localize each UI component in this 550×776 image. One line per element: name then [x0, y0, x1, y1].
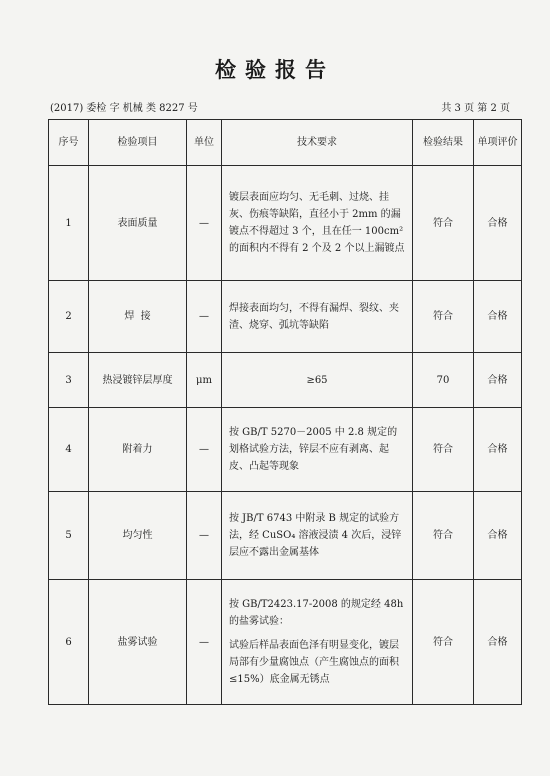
unit: — [187, 580, 222, 705]
page-count: 共 3 页 第 2 页 [441, 103, 510, 114]
inspection-result: 符合 [413, 580, 474, 705]
requirement-text: 镀层表面应均匀、无毛刺、过烧、挂灰、伤痕等缺陷，直径小于 2mm 的漏镀点不得超过 3 个，且在任一 100cm² 的面积内不得有 2 个及 2 个以上漏镀点 [229, 192, 405, 254]
unit: — [187, 492, 222, 580]
column-header: 技术要求 [222, 120, 413, 166]
column-header: 检验项目 [89, 120, 187, 166]
row-number: 1 [49, 166, 89, 281]
inspection-item: 表面质量 [89, 166, 187, 281]
unit: — [187, 408, 222, 492]
column-header: 单项评价 [474, 120, 522, 166]
row-number: 5 [49, 492, 89, 580]
row-number: 6 [49, 580, 89, 705]
unit: μm [187, 353, 222, 408]
row-number: 3 [49, 353, 89, 408]
inspection-result: 符合 [413, 492, 474, 580]
table-row [49, 166, 522, 281]
requirement-text: 按 JB/T 6743 中附录 B 规定的试验方法，经 CuSO₄ 溶液浸渍 4 次后，浸锌层应不露出金属基体 [229, 513, 402, 558]
table-row [49, 281, 522, 353]
table-row [49, 580, 522, 705]
column-header: 单位 [187, 120, 222, 166]
inspection-result: 符合 [413, 166, 474, 281]
technical-requirement [222, 166, 413, 281]
requirement-text: 试验后样品表面色泽有明显变化，镀层局部有少量腐蚀点（产生腐蚀点的面积≤15%）底金属无锈点 [229, 640, 399, 685]
unit: — [187, 166, 222, 281]
technical-requirement [222, 580, 413, 705]
inspection-result: 符合 [413, 281, 474, 353]
item-evaluation: 合格 [474, 408, 522, 492]
row-number: 2 [49, 281, 89, 353]
page-title: 检验报告 [215, 58, 335, 82]
requirement-text: 按 GB/T 5270－2005 中 2.8 规定的划格试验方法，锌层不应有剥离、起皮、凸起等现象 [229, 427, 398, 472]
inspection-item: 盐雾试验 [89, 580, 187, 705]
item-evaluation: 合格 [474, 353, 522, 408]
item-evaluation: 合格 [474, 281, 522, 353]
inspection-result: 符合 [413, 408, 474, 492]
table-row [49, 408, 522, 492]
item-evaluation: 合格 [474, 580, 522, 705]
requirement-text: 焊接表面均匀，不得有漏焊、裂纹、夹渣、烧穿、弧坑等缺陷 [229, 302, 399, 331]
unit: — [187, 281, 222, 353]
technical-requirement [222, 408, 413, 492]
inspection-table [48, 119, 522, 705]
table-header-row [49, 120, 522, 166]
row-number: 4 [49, 408, 89, 492]
requirement-text: 按 GB/T2423.17-2008 的规定经 48h 的盐雾试验： [229, 599, 404, 627]
technical-requirement [222, 353, 413, 408]
technical-requirement [222, 492, 413, 580]
report-reference-number: (2017) 委检 字 机械 类 8227 号 [50, 103, 198, 114]
item-evaluation: 合格 [474, 166, 522, 281]
table-row [49, 492, 522, 580]
inspection-item: 热浸镀锌层厚度 [89, 353, 187, 408]
column-header: 检验结果 [413, 120, 474, 166]
technical-requirement [222, 281, 413, 353]
requirement-text: ≥65 [306, 374, 328, 386]
item-evaluation: 合格 [474, 492, 522, 580]
table-row [49, 353, 522, 408]
inspection-item: 均匀性 [89, 492, 187, 580]
inspection-result: 70 [413, 353, 474, 408]
inspection-item: 焊 接 [89, 281, 187, 353]
inspection-item: 附着力 [89, 408, 187, 492]
column-header: 序号 [49, 120, 89, 166]
